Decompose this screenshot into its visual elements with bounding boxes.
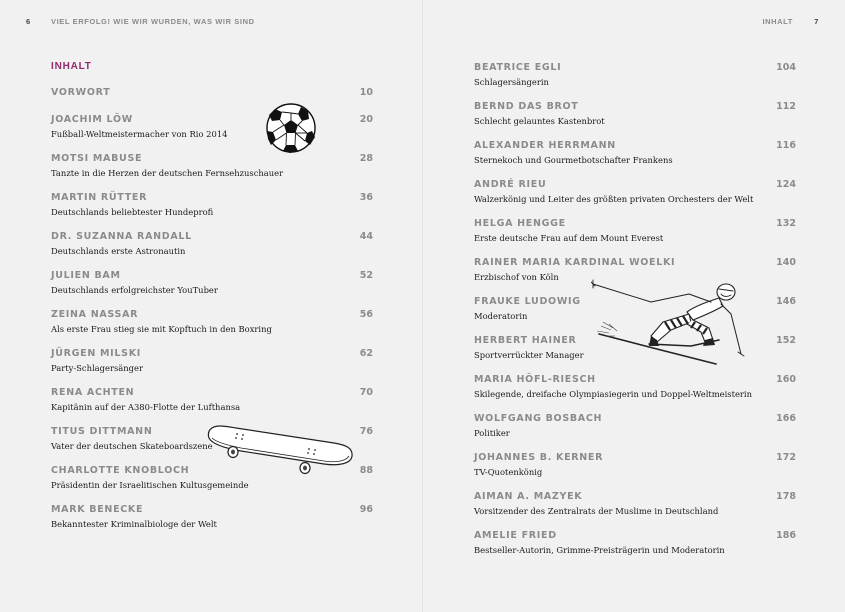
toc-entry-name: AMELIE FRIED bbox=[474, 530, 557, 541]
toc-entry[interactable] bbox=[51, 87, 373, 99]
toc-entry-page: 104 bbox=[776, 62, 796, 73]
toc-entry-description: Walzerkönig und Leiter des größten privaten Orchesters der Welt bbox=[474, 194, 754, 204]
toc-entry-name: JULIEN BAM bbox=[51, 270, 121, 281]
toc-entry[interactable] bbox=[51, 153, 373, 179]
toc-entry[interactable] bbox=[474, 413, 796, 439]
toc-entry[interactable] bbox=[474, 62, 796, 88]
toc-entry-name: RAINER MARIA KARDINAL WOELKI bbox=[474, 257, 676, 268]
toc-entry[interactable] bbox=[474, 218, 796, 244]
toc-entry-name: MOTSI MABUSE bbox=[51, 153, 143, 164]
toc-entry-description: Schlagersängerin bbox=[474, 77, 549, 87]
toc-entry-description: Moderatorin bbox=[474, 311, 528, 321]
toc-entry-name: CHARLOTTE KNOBLOCH bbox=[51, 465, 190, 476]
toc-entry[interactable] bbox=[474, 530, 796, 556]
toc-entry-page: 44 bbox=[359, 231, 373, 242]
toc-entry-page: 88 bbox=[359, 465, 373, 476]
running-title: VIEL ERFOLG! WIE WIR WURDEN, WAS WIR SIND bbox=[51, 17, 255, 26]
toc-entry-page: 36 bbox=[359, 192, 373, 203]
toc-entry[interactable] bbox=[51, 309, 373, 335]
toc-entry-name: AIMAN A. MAZYEK bbox=[474, 491, 583, 502]
skier-illustration bbox=[591, 276, 751, 371]
toc-entry-description: Deutschlands beliebtester Hundeprofi bbox=[51, 207, 214, 217]
toc-entry-name: RENA ACHTEN bbox=[51, 387, 135, 398]
toc-entry-page: 160 bbox=[776, 374, 796, 385]
toc-entry-page: 70 bbox=[359, 387, 373, 398]
left-page bbox=[0, 0, 422, 612]
toc-entry-description: Skilegende, dreifache Olympiasiegerin und Doppel-Weltmeisterin bbox=[474, 389, 753, 399]
toc-entry-page: 186 bbox=[776, 530, 796, 541]
toc-entry-name: BEATRICE EGLI bbox=[474, 62, 562, 73]
running-title-right: INHALT bbox=[762, 17, 793, 26]
toc-entry[interactable] bbox=[51, 348, 373, 374]
toc-entry-page: 124 bbox=[776, 179, 796, 190]
toc-entry-description: Schlecht gelauntes Kastenbrot bbox=[474, 116, 605, 126]
toc-entry[interactable] bbox=[51, 192, 373, 218]
skateboard-illustration bbox=[206, 418, 358, 478]
toc-entry-name: WOLFGANG BOSBACH bbox=[474, 413, 603, 424]
toc-entry-page: 166 bbox=[776, 413, 796, 424]
right-page bbox=[423, 0, 845, 612]
toc-entry-description: Tanzte in die Herzen der deutschen Fernsehzuschauer bbox=[51, 168, 284, 178]
toc-entry-name: JÜRGEN MILSKI bbox=[51, 348, 141, 359]
toc-entry-name: DR. SUZANNA RANDALL bbox=[51, 231, 192, 242]
toc-entry-page: 178 bbox=[776, 491, 796, 502]
toc-entry-name: HERBERT HAINER bbox=[474, 335, 577, 346]
toc-entry-page: 56 bbox=[359, 309, 373, 320]
toc-entry-description: Sternekoch und Gourmetbotschafter Frankens bbox=[474, 155, 673, 165]
toc-entry-description: Fußball-Weltmeistermacher von Rio 2014 bbox=[51, 129, 228, 139]
toc-entry-description: Sportverrückter Manager bbox=[474, 350, 584, 360]
toc-heading: INHALT bbox=[51, 61, 92, 72]
toc-entry[interactable] bbox=[474, 140, 796, 166]
toc-entry-description: Deutschlands erste Astronautin bbox=[51, 246, 186, 256]
toc-entry-description: Deutschlands erfolgreichster YouTuber bbox=[51, 285, 218, 295]
toc-entry-name: BERND DAS BROT bbox=[474, 101, 579, 112]
toc-entry-page: 20 bbox=[359, 114, 373, 125]
toc-entry[interactable] bbox=[474, 491, 796, 517]
toc-entry-name: TITUS DITTMANN bbox=[51, 426, 153, 437]
toc-entry-name: ALEXANDER HERRMANN bbox=[474, 140, 616, 151]
toc-entry-page: 132 bbox=[776, 218, 796, 229]
toc-entry-description: Vorsitzender des Zentralrats der Muslime in Deutschland bbox=[474, 506, 719, 516]
left-page-number: 6 bbox=[26, 17, 31, 26]
toc-entry[interactable] bbox=[51, 504, 373, 530]
toc-entry-page: 62 bbox=[359, 348, 373, 359]
toc-entry[interactable] bbox=[474, 179, 796, 205]
toc-entry-name: MARTIN RÜTTER bbox=[51, 192, 148, 203]
toc-entry[interactable] bbox=[51, 231, 373, 257]
toc-entry-page: 140 bbox=[776, 257, 796, 268]
toc-entry-page: 28 bbox=[359, 153, 373, 164]
soccer-ball-illustration bbox=[264, 101, 318, 155]
toc-entry-page: 172 bbox=[776, 452, 796, 463]
toc-entry-description: Erste deutsche Frau auf dem Mount Everest bbox=[474, 233, 664, 243]
toc-entry-page: 146 bbox=[776, 296, 796, 307]
toc-entry-description: TV-Quotenkönig bbox=[474, 467, 543, 477]
toc-entry[interactable] bbox=[51, 114, 373, 140]
toc-entry[interactable] bbox=[51, 387, 373, 413]
toc-entry-description: Party-Schlagersänger bbox=[51, 363, 144, 373]
toc-entry-description: Vater der deutschen Skateboardszene bbox=[51, 441, 213, 451]
toc-entry-page: 52 bbox=[359, 270, 373, 281]
toc-entry-name: JOACHIM LÖW bbox=[51, 114, 133, 125]
toc-entry-name: HELGA HENGGE bbox=[474, 218, 566, 229]
toc-entry[interactable] bbox=[474, 452, 796, 478]
toc-entry-page: 116 bbox=[776, 140, 796, 151]
toc-entry-name: ANDRÉ RIEU bbox=[474, 179, 547, 190]
toc-entry-name: MARK BENECKE bbox=[51, 504, 144, 515]
toc-entry[interactable] bbox=[51, 270, 373, 296]
toc-entry-description: Kapitänin auf der A380-Flotte der Lufthansa bbox=[51, 402, 241, 412]
toc-entry[interactable] bbox=[474, 101, 796, 127]
toc-entry-description: Präsidentin der Israelitischen Kultusgemeinde bbox=[51, 480, 249, 490]
toc-entry-page: 152 bbox=[776, 335, 796, 346]
toc-entry-page: 112 bbox=[776, 101, 796, 112]
toc-entry-name: JOHANNES B. KERNER bbox=[474, 452, 604, 463]
right-page-number: 7 bbox=[814, 17, 819, 26]
toc-entry-name: ZEINA NASSAR bbox=[51, 309, 139, 320]
toc-entry-page: 10 bbox=[359, 87, 373, 98]
toc-entry-name: VORWORT bbox=[51, 87, 111, 98]
toc-entry-name: MARIA HÖFL-RIESCH bbox=[474, 374, 596, 385]
toc-entry-description: Bestseller-Autorin, Grimme-Preisträgerin und Moderatorin bbox=[474, 545, 725, 555]
toc-entry[interactable] bbox=[474, 374, 796, 400]
toc-entry-description: Politiker bbox=[474, 428, 510, 438]
toc-entry-description: Bekanntester Kriminalbiologe der Welt bbox=[51, 519, 217, 529]
toc-entry-page: 76 bbox=[359, 426, 373, 437]
toc-entry-page: 96 bbox=[359, 504, 373, 515]
toc-entry-description: Erzbischof von Köln bbox=[474, 272, 559, 282]
toc-entry-name: FRAUKE LUDOWIG bbox=[474, 296, 581, 307]
toc-entry-description: Als erste Frau stieg sie mit Kopftuch in den Boxring bbox=[51, 324, 272, 334]
